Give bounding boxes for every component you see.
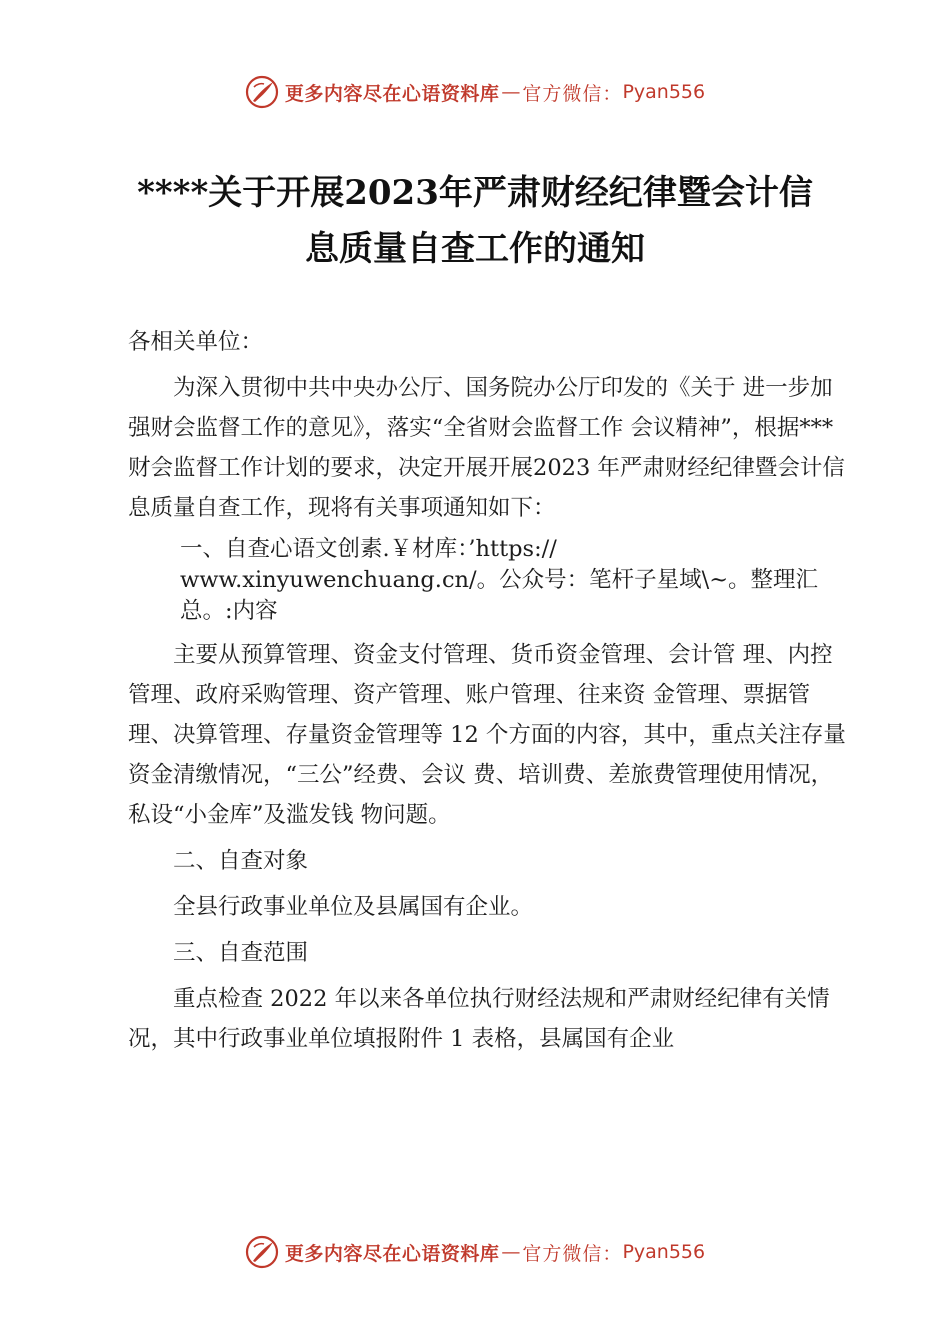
section-1-line-2: www.xinyuwenchuang.cn/。公众号：笔杆子星域\~。整理汇 [180, 567, 819, 593]
banner-wechat-label: 官方微信： [522, 82, 623, 105]
banner-dash: — [501, 1241, 521, 1263]
quill-logo-icon [245, 1235, 279, 1269]
banner-wechat-id: Pyan556 [622, 1241, 706, 1263]
header-banner [0, 72, 950, 112]
banner-main-text: 更多内容尽在心语资料库 [284, 82, 500, 105]
section-1-line-1: 一、自查心语文创素.￥材库：’https:// [180, 536, 557, 562]
quill-logo-icon [245, 75, 279, 109]
document-title [120, 165, 830, 277]
section-1-body: 主要从预算管理、资金支付管理、货币资金管理、会计管 理、内控管理、政府采购管理、资产管理、账户管理、往来资 金管理、票据管理、决算管理、存量资金管理等 12 个方面的内容，其中，重点关注存量资金清缴情况，“三公”经费、会议 费、培训费、差旅费管理使用情况，私设“小金库”及滥发钱 物问题。 [128, 642, 846, 828]
title-line-1: ****关于开展2023年严肃财经纪律暨会计信 [137, 173, 813, 213]
banner-main-text: 更多内容尽在心语资料库 [284, 1242, 500, 1265]
section-1-heading [128, 534, 848, 627]
banner-wechat-id: Pyan556 [622, 81, 706, 103]
document-body [128, 322, 848, 1059]
intro-paragraph: 为深入贯彻中共中央办公厅、国务院办公厅印发的《关于 进一步加强财会监督工作的意见》，落实“全省财会监督工作 会议精神”，根据***财会监督工作计划的要求，决定开展开展2023 年严肃财经纪律暨会计信息质量自查工作，现将有关事项通知如下： [128, 375, 845, 521]
banner-dash: — [501, 81, 521, 103]
title-line-2: 息质量自查工作的通知 [305, 229, 645, 269]
section-1-line-3: 总。:内容 [180, 598, 278, 624]
salutation: 各相关单位： [128, 329, 264, 355]
section-2-heading: 二、自查对象 [173, 848, 309, 874]
section-2-body: 全县行政事业单位及县属国有企业。 [173, 894, 534, 920]
banner-wechat-label: 官方微信： [522, 1242, 623, 1265]
section-3-heading: 三、自查范围 [173, 940, 309, 966]
footer-banner [0, 1232, 950, 1272]
section-3-body: 重点检查 2022 年以来各单位执行财经法规和严肃财经纪律有关情况，其中行政事业单位填报附件 1 表格，县属国有企业 [128, 986, 830, 1052]
